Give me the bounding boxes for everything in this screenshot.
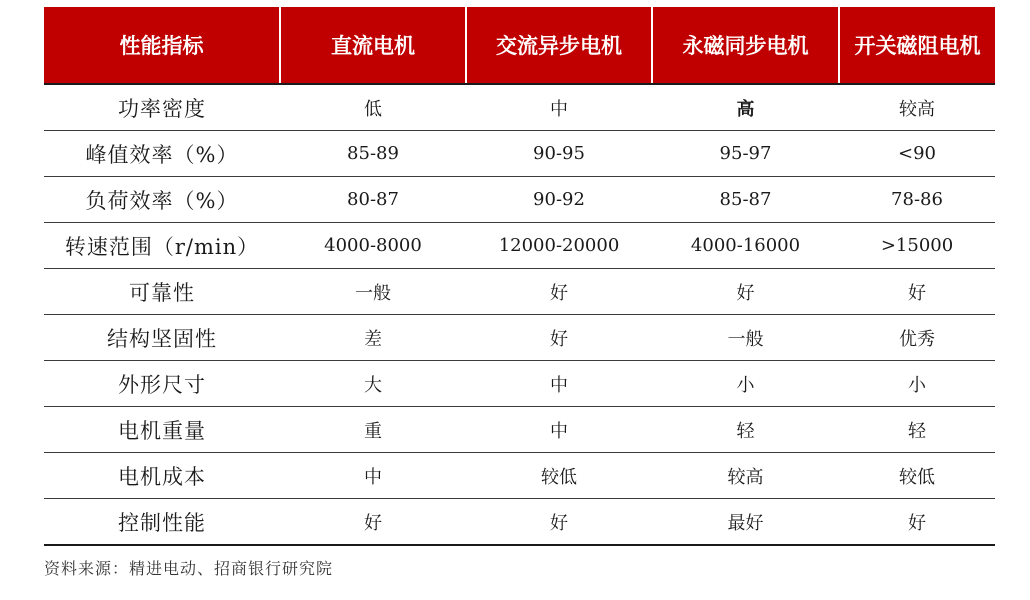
table-cell: >15000 <box>839 223 995 269</box>
row-metric-label: 电机成本 <box>44 453 280 499</box>
table-cell: 差 <box>280 315 466 361</box>
table-cell: 90-92 <box>466 177 652 223</box>
comparison-table-container <box>44 7 995 546</box>
table-cell: 较高 <box>652 453 839 499</box>
table-row <box>44 177 995 223</box>
row-metric-label: 转速范围（r/min） <box>44 223 280 269</box>
table-cell: 高 <box>652 84 839 131</box>
table-cell: 好 <box>652 269 839 315</box>
table-cell: 轻 <box>839 407 995 453</box>
table-cell: 80-87 <box>280 177 466 223</box>
row-metric-label: 功率密度 <box>44 84 280 131</box>
table-cell: 78-86 <box>839 177 995 223</box>
table-cell: 中 <box>466 361 652 407</box>
table-row <box>44 315 995 361</box>
table-row <box>44 223 995 269</box>
header-dc-motor: 直流电机 <box>280 7 466 84</box>
table-cell: 好 <box>839 499 995 546</box>
row-metric-label: 负荷效率（%） <box>44 177 280 223</box>
header-ac-induction-motor: 交流异步电机 <box>466 7 652 84</box>
table-cell: 较高 <box>839 84 995 131</box>
row-metric-label: 电机重量 <box>44 407 280 453</box>
table-row <box>44 131 995 177</box>
table-cell: 95-97 <box>652 131 839 177</box>
table-row <box>44 361 995 407</box>
table-cell: 4000-8000 <box>280 223 466 269</box>
table-header-row <box>44 7 995 84</box>
row-metric-label: 外形尺寸 <box>44 361 280 407</box>
source-note: 资料来源：精进电动、招商银行研究院 <box>44 559 334 578</box>
header-switched-reluctance-motor: 开关磁阻电机 <box>839 7 995 84</box>
table-row <box>44 269 995 315</box>
table-cell: <90 <box>839 131 995 177</box>
motor-comparison-table <box>44 7 995 546</box>
table-cell: 好 <box>466 499 652 546</box>
header-pm-synchronous-motor: 永磁同步电机 <box>652 7 839 84</box>
table-cell: 较低 <box>466 453 652 499</box>
table-cell: 好 <box>839 269 995 315</box>
table-cell: 中 <box>280 453 466 499</box>
table-cell: 较低 <box>839 453 995 499</box>
row-metric-label: 可靠性 <box>44 269 280 315</box>
table-cell: 85-87 <box>652 177 839 223</box>
table-cell: 最好 <box>652 499 839 546</box>
table-cell: 一般 <box>280 269 466 315</box>
table-row <box>44 499 995 546</box>
table-cell: 好 <box>466 269 652 315</box>
table-cell: 中 <box>466 407 652 453</box>
table-cell: 一般 <box>652 315 839 361</box>
table-cell: 好 <box>280 499 466 546</box>
header-metric: 性能指标 <box>44 7 280 84</box>
table-cell: 4000-16000 <box>652 223 839 269</box>
table-cell: 小 <box>652 361 839 407</box>
table-cell: 轻 <box>652 407 839 453</box>
table-cell: 12000-20000 <box>466 223 652 269</box>
table-cell: 小 <box>839 361 995 407</box>
table-row <box>44 407 995 453</box>
table-cell: 好 <box>466 315 652 361</box>
row-metric-label: 峰值效率（%） <box>44 131 280 177</box>
table-row <box>44 84 995 131</box>
row-metric-label: 控制性能 <box>44 499 280 546</box>
table-cell: 90-95 <box>466 131 652 177</box>
table-cell: 重 <box>280 407 466 453</box>
table-cell: 优秀 <box>839 315 995 361</box>
table-row <box>44 453 995 499</box>
table-cell: 低 <box>280 84 466 131</box>
table-cell: 中 <box>466 84 652 131</box>
table-cell: 大 <box>280 361 466 407</box>
row-metric-label: 结构坚固性 <box>44 315 280 361</box>
table-cell: 85-89 <box>280 131 466 177</box>
